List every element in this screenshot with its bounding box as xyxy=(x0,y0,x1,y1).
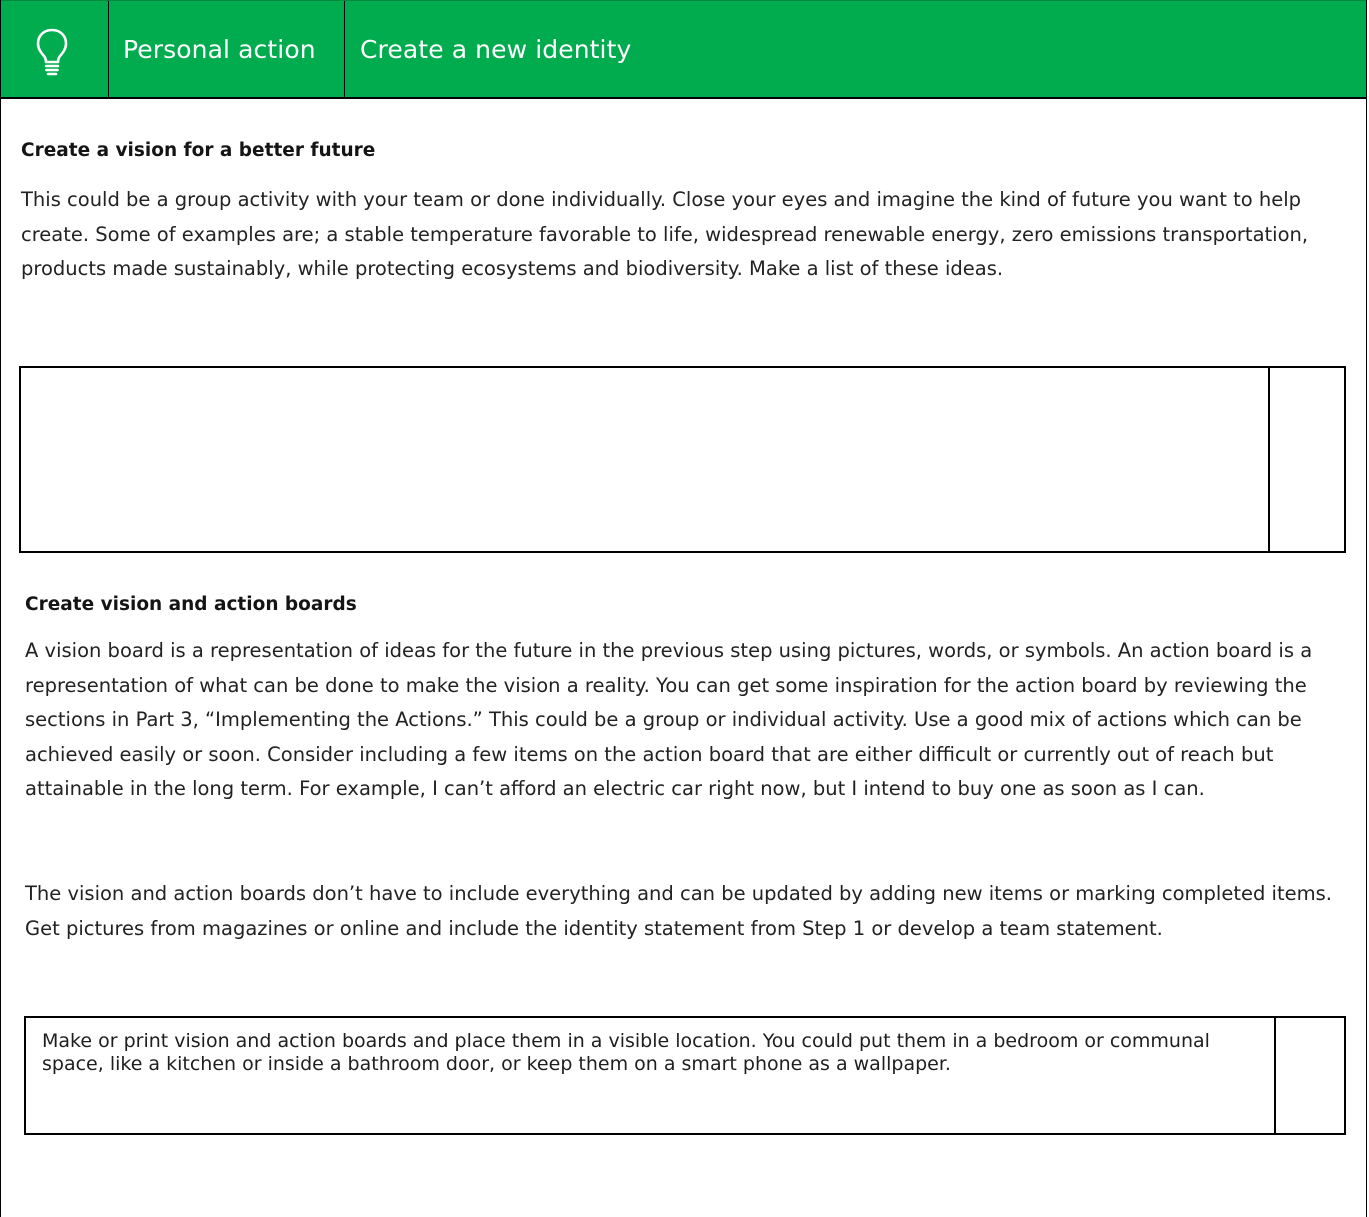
section2-body1: A vision board is a representation of ideas for the future in the previous step using pictures, words, or symbols. An action board is a representation of what can be done to make the vision a reality. You can get some inspiration for the action board by reviewing the sections in Part 3, “Implementing the Actions.” This could be a group or individual activity. Use a good mix of actions which can be achieved easily or soon. Consider including a few items on the action board that are either difficult or currently out of reach but attainable in the long term. For example, I can’t afford an electric car right now, but I intend to buy one as soon as I can. xyxy=(25,639,1313,800)
lightbulb-icon xyxy=(35,27,69,77)
action-item-text: Make or print vision and action boards and place them in a visible location. You could put them in a bedroom or communal space, like a kitchen or inside a bathroom door, or keep them on a smart phone as a wallpaper. xyxy=(42,1030,1210,1075)
section1-body: This could be a group activity with your team or done individually. Close your eyes and imagine the kind of future you want to help create. Some of examples are; a stable temperature favorable to life, widespread renewable energy, zero emissions transportation, products made sustainably, while protecting ecosystems and biodiversity. Make a list of these ideas. xyxy=(21,188,1309,280)
vision-list-box xyxy=(19,366,1346,553)
header-bar xyxy=(1,0,1366,99)
action-item-checkbox[interactable] xyxy=(1276,1018,1344,1133)
vision-list-checkbox[interactable] xyxy=(1270,368,1344,551)
section1-heading: Create a vision for a better future xyxy=(21,140,376,161)
header-icon-cell xyxy=(1,1,109,98)
action-item-box xyxy=(24,1016,1346,1135)
section2-heading: Create vision and action boards xyxy=(25,594,357,615)
section2-body2: The vision and action boards don’t have to include everything and can be updated by adding new items or marking completed items. Get pictures from magazines or online and include the identity statement from Step 1 or develop a team statement. xyxy=(25,882,1332,940)
header-title: Create a new identity xyxy=(360,35,632,64)
vision-list-input[interactable] xyxy=(21,368,1268,551)
header-category: Personal action xyxy=(109,1,345,98)
